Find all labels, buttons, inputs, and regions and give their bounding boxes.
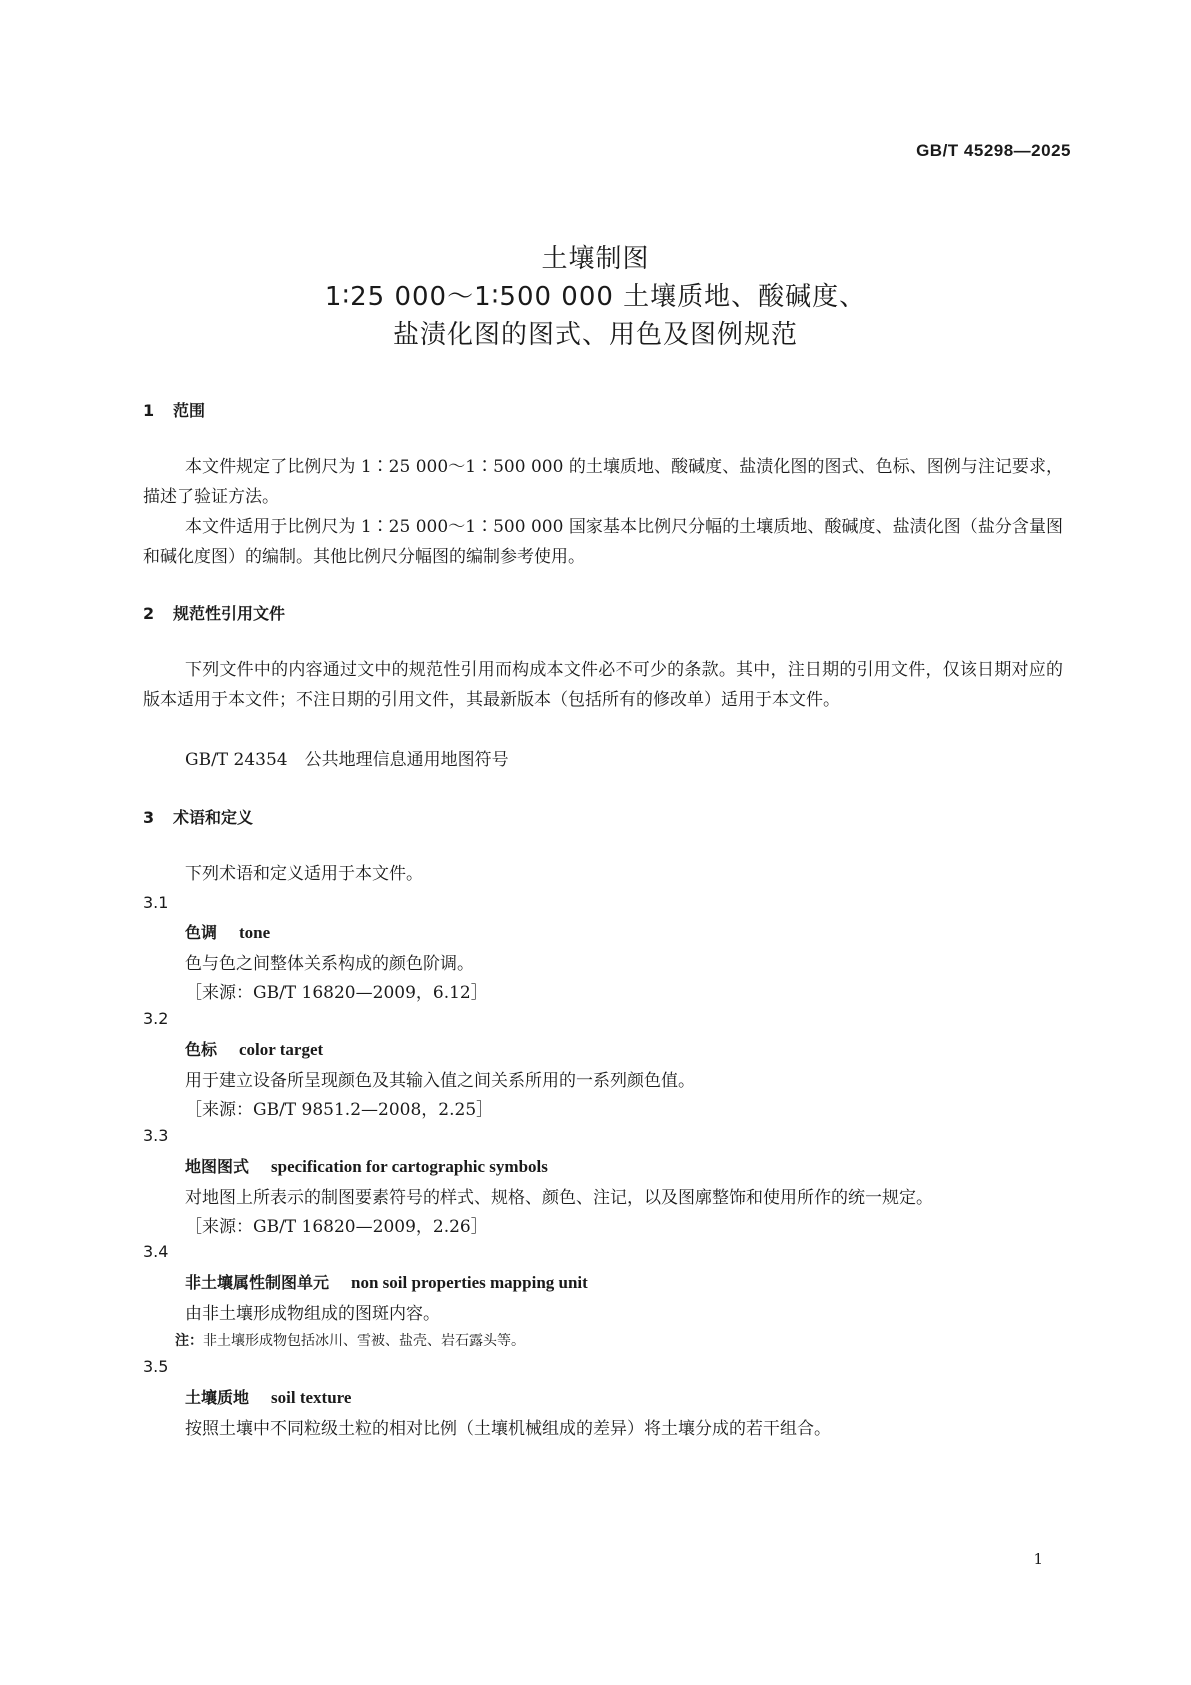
section-2-title: 规范性引用文件 xyxy=(173,604,286,623)
term-definition: 对地图上所表示的制图要素符号的样式、规格、颜色、注记，以及图廓整饰和使用所作的统一规定。 xyxy=(185,1188,933,1208)
term-name-zh: 土壤质地 xyxy=(185,1388,250,1407)
section-2-paragraph-1: 下列文件中的内容通过文中的规范性引用而构成本文件必不可少的条款。其中，注日期的引用文件，仅该日期对应的版本适用于本文件；不注日期的引用文件，其最新版本（包括所有的修改单）适用于本文件。 xyxy=(143,660,1063,710)
normative-reference: GB/T 24354 公共地理信息通用地图符号 xyxy=(185,750,509,770)
term-heading xyxy=(185,1270,588,1293)
document-title xyxy=(0,240,1191,354)
term-definition: 色与色之间整体关系构成的颜色阶调。 xyxy=(185,954,474,974)
section-1-paragraph-1: 本文件规定了比例尺为 1∶25 000～1∶500 000 的土壤质地、酸碱度、盐渍化图的图式、色标、图例与注记要求，描述了验证方法。 xyxy=(143,457,1063,507)
term-heading xyxy=(185,1385,351,1408)
term-name-en: tone xyxy=(239,923,271,942)
term-name-zh: 色调 xyxy=(185,923,218,942)
term-name-en: soil texture xyxy=(271,1388,352,1407)
term-name-zh: 非土壤属性制图单元 xyxy=(185,1273,330,1292)
term-number: 3.1 xyxy=(143,893,169,912)
term-name-en: non soil properties mapping unit xyxy=(351,1273,588,1292)
term-number: 3.2 xyxy=(143,1009,169,1028)
term-number: 3.3 xyxy=(143,1126,169,1145)
title-line-3: 盐渍化图的图式、用色及图例规范 xyxy=(392,320,798,350)
term-heading xyxy=(185,1037,323,1060)
section-1-number: 1 xyxy=(143,401,155,420)
section-3-title: 术语和定义 xyxy=(173,808,254,827)
term-definition: 用于建立设备所呈现颜色及其输入值之间关系所用的一系列颜色值。 xyxy=(185,1071,695,1091)
section-1-paragraph-2: 本文件适用于比例尺为 1∶25 000～1∶500 000 国家基本比例尺分幅的土壤质地、酸碱度、盐渍化图（盐分含量图和碱化度图）的编制。其他比例尺分幅图的编制参考使用。 xyxy=(143,517,1063,567)
term-name-en: color target xyxy=(239,1040,324,1059)
term-name-en: specification for cartographic symbols xyxy=(271,1157,548,1176)
section-3-intro: 下列术语和定义适用于本文件。 xyxy=(185,864,423,884)
section-3-heading xyxy=(143,805,253,828)
section-2-number: 2 xyxy=(143,604,155,623)
title-line-2: 1∶25 000～1∶500 000 土壤质地、酸碱度、 xyxy=(324,282,867,312)
section-1-title: 范围 xyxy=(173,401,206,420)
term-name-zh: 地图图式 xyxy=(185,1157,250,1176)
section-2-heading xyxy=(143,601,285,624)
note-label: 注： xyxy=(175,1333,203,1349)
note-text: 非土壤形成物包括冰川、雪被、盐壳、岩石露头等。 xyxy=(203,1333,525,1349)
term-definition: 按照土壤中不同粒级土粒的相对比例（土壤机械组成的差异）将土壤分成的若干组合。 xyxy=(185,1419,831,1439)
term-heading xyxy=(185,920,270,943)
term-note xyxy=(175,1330,525,1350)
page-number: 1 xyxy=(1033,1550,1043,1568)
term-definition: 由非土壤形成物组成的图斑内容。 xyxy=(185,1304,440,1324)
term-source: ［来源：GB/T 16820—2009，6.12］ xyxy=(185,983,488,1003)
term-heading xyxy=(185,1154,548,1177)
section-1-heading xyxy=(143,398,205,421)
term-number: 3.4 xyxy=(143,1242,169,1261)
standard-code: GB/T 45298—2025 xyxy=(916,141,1071,160)
term-number: 3.5 xyxy=(143,1357,169,1376)
title-line-1: 土壤制图 xyxy=(541,244,650,274)
term-source: ［来源：GB/T 9851.2—2008，2.25］ xyxy=(185,1100,494,1120)
section-3-number: 3 xyxy=(143,808,155,827)
term-name-zh: 色标 xyxy=(185,1040,218,1059)
term-source: ［来源：GB/T 16820—2009，2.26］ xyxy=(185,1217,488,1237)
